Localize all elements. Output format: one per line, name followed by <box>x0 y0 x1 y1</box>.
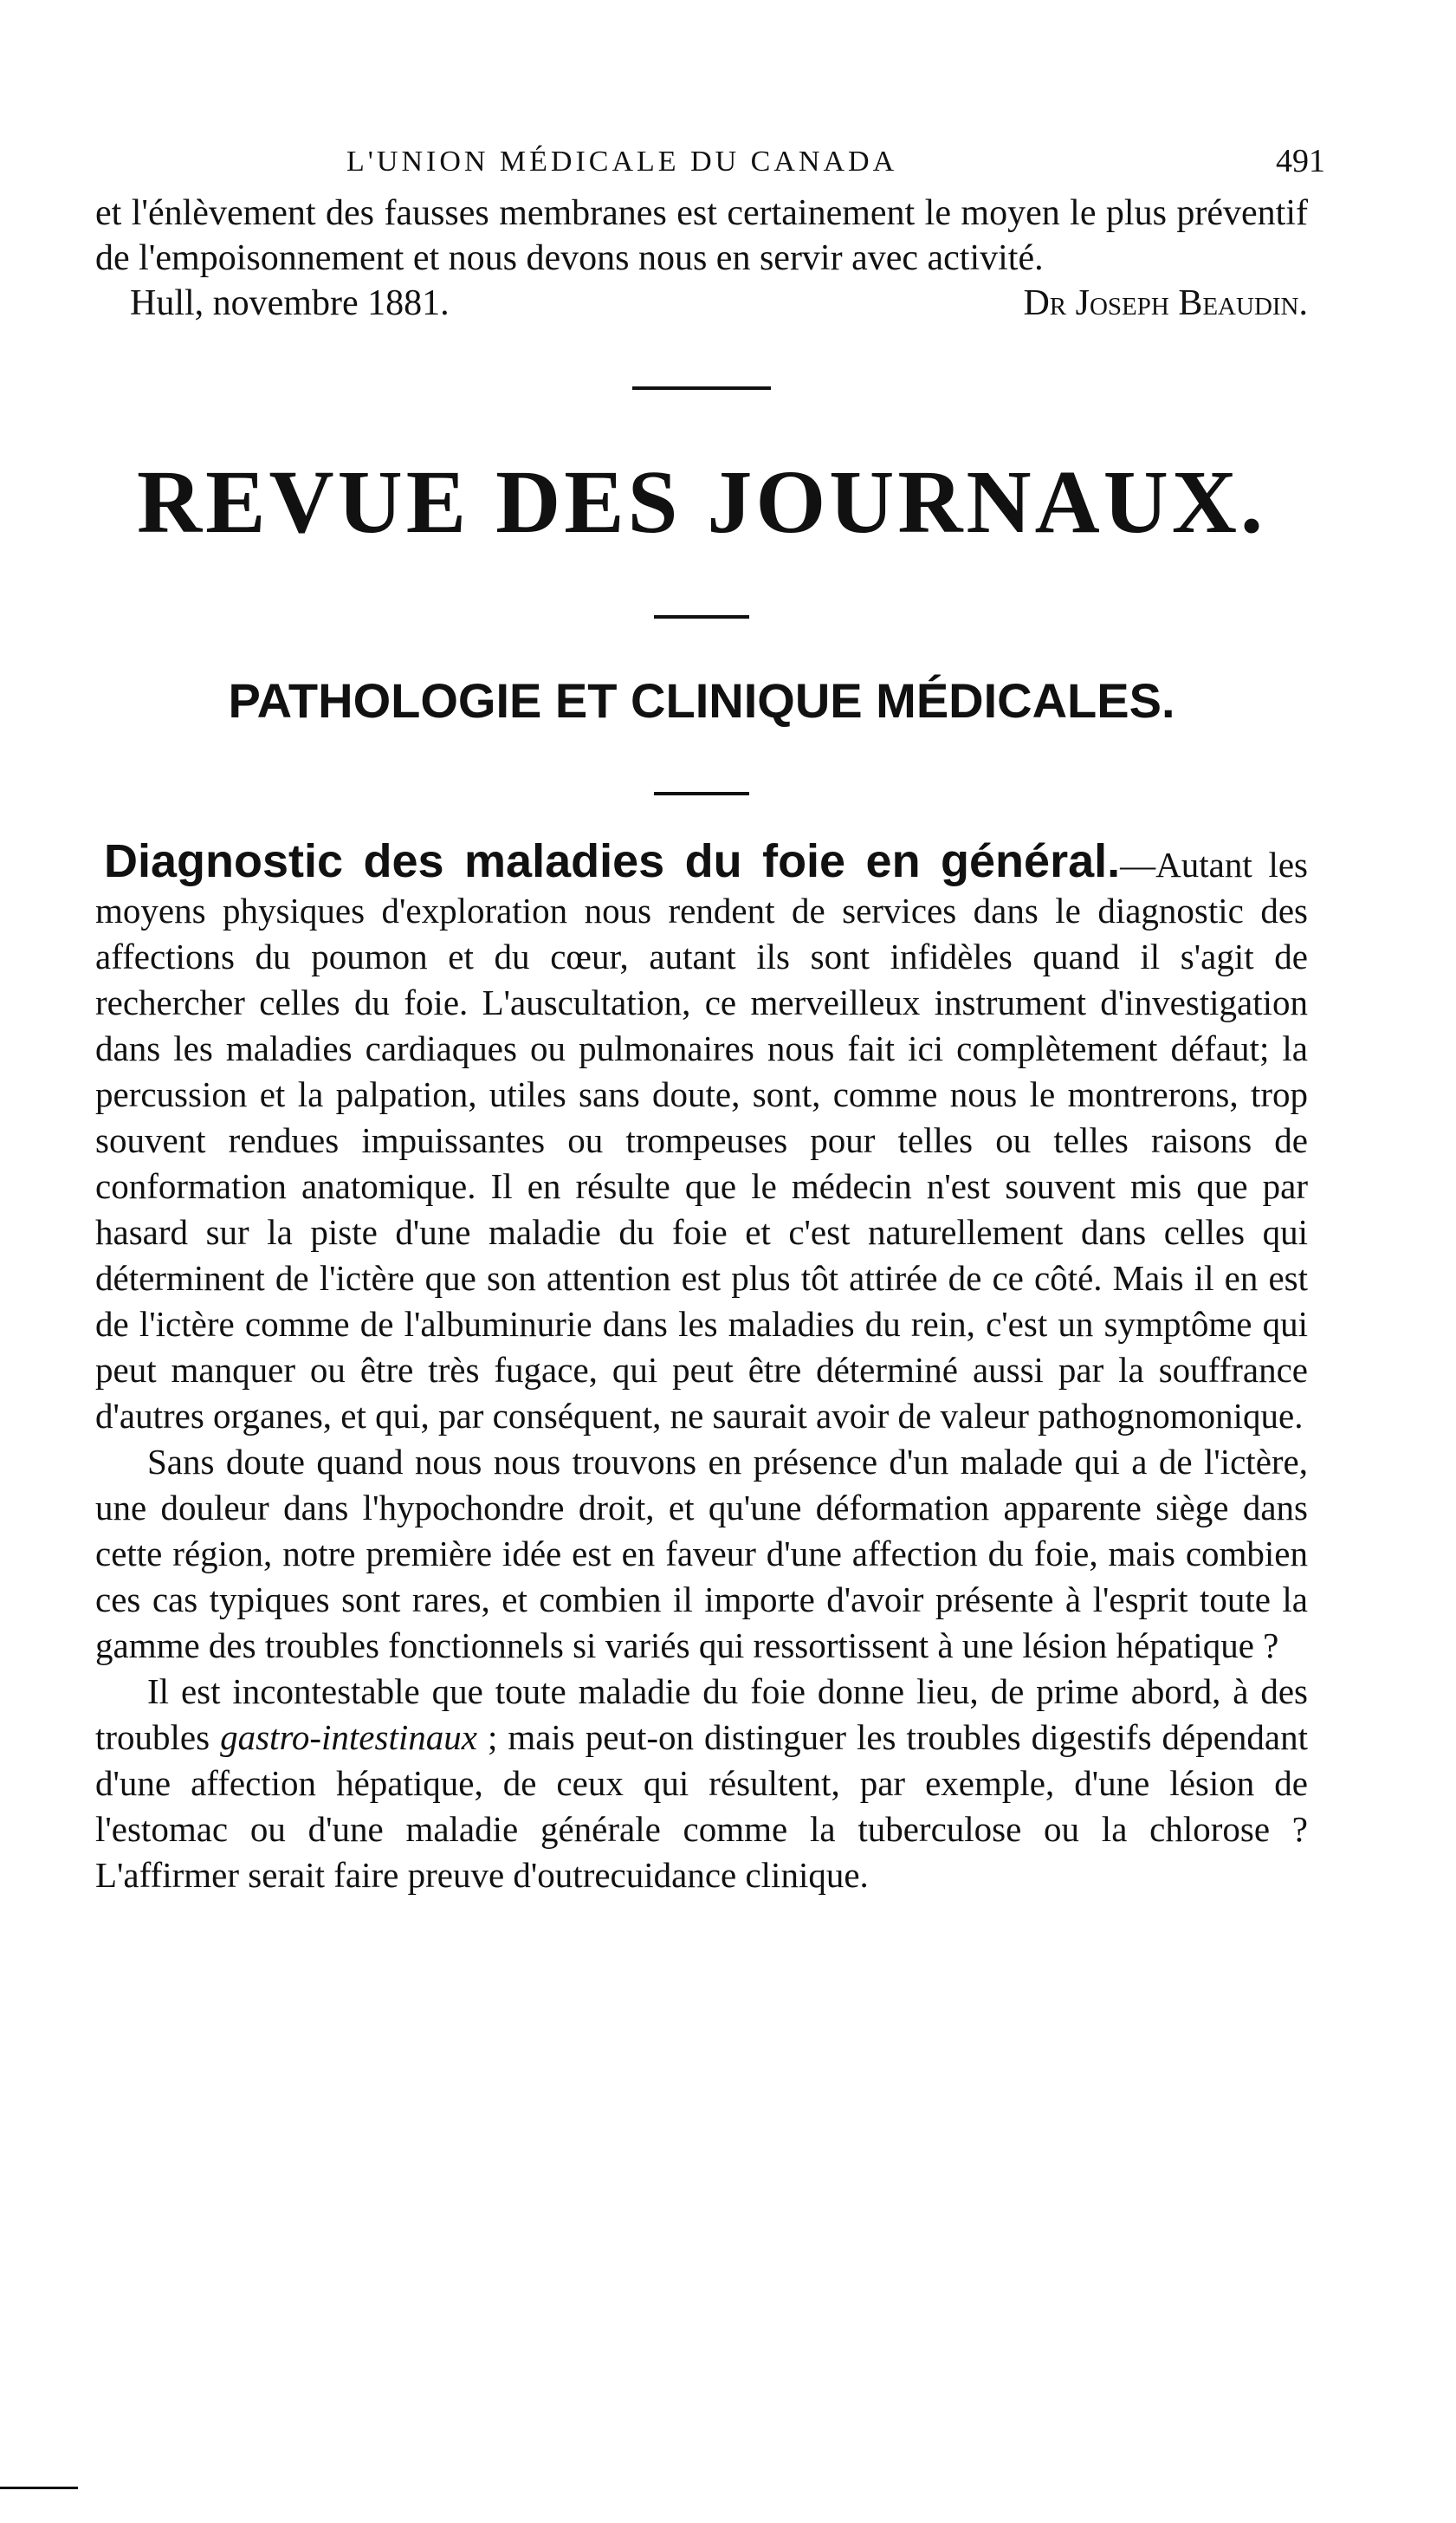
article-paragraph: Sans doute quand nous nous trouvons en présence d'un malade qui a de l'ictère, une douleur dans l'hypochondre droit, et qu'une déformation apparente siège dans cette région, notre première idée est en faveur d'une affection du foie, mais combien ces cas typiques sont rares, et combien il importe d'avoir présente à l'esprit toute la gamme des troubles fonctionnels si variés qui ressortissent à une lésion hépatique ? <box>95 1442 1308 1665</box>
page-number: 491 <box>1276 143 1325 179</box>
running-head <box>95 139 1325 191</box>
author-signature: Dr Joseph Beaudin. <box>1023 283 1308 323</box>
article-heading: Diagnostic des maladies du foie en général. <box>104 835 1121 887</box>
subsection-title: PATHOLOGIE ET CLINIQUE MÉDICALES. <box>228 673 1175 728</box>
footer-rule <box>0 2487 78 2489</box>
article-paragraph <box>95 835 1308 1439</box>
place-date: Hull, novembre 1881. <box>130 283 450 323</box>
previous-article-closing: et l'énlèvement des fausses membranes est certainement le moyen le plus préventif de l'empoisonnement et nous devons nous en servir avec activité. <box>95 193 1308 278</box>
article-text: —Autant les moyens physiques d'exploration nous rendent de services dans le diagnostic des affections du poumon et du cœur, autant ils sont infidèles quand il s'agit de rechercher celles du foie. L'auscultation, ce merveilleux instrument d'investigation dans les maladies cardiaques ou pulmonaires nous fait ici complètement défaut; la percussion et la palpation, utiles sans doute, sont, comme nous le montrerons, trop souvent rendues impuissantes ou trompeuses pour telles ou telles raisons de conformation anatomique. Il en résulte que le médecin n'est souvent mis que par hasard sur la piste d'une maladie du foie et c'est naturellement dans celles qui déterminent de l'ictère que son attention est plus tôt attirée de ce côté. Mais il en est de l'ictère comme de l'albuminurie dans les maladies du rein, c'est un symptôme qui peut manquer ou être très fugace, qui peut être déterminé aussi par la souffrance d'autres organes, et qui, par conséquent, ne saurait avoir de valeur pathognomonique. <box>95 845 1308 1436</box>
emphasis-text: gastro-intestinaux <box>220 1717 477 1757</box>
section-title: REVUE DES JOURNAUX. <box>137 452 1266 552</box>
divider-rule <box>632 386 771 390</box>
article-text: ; mais peut-on distinguer les troubles digestifs dépendant d'une affection hépatique, de ceux qui résultent, par exemple, d'une lésion de l'estomac ou d'une maladie générale comme la tuberculose ou la chlorose ? L'affirmer serait faire preuve d'outrecuidance clinique. <box>95 1717 1308 1895</box>
page <box>95 139 1325 1898</box>
running-title: L'UNION MÉDICALE DU CANADA <box>346 146 898 178</box>
article-text: Il est incontestable que toute maladie du foie donne lieu, de prime abord, à des troubles <box>95 1671 1308 1757</box>
article-paragraph <box>95 1669 1308 1898</box>
divider-rule <box>654 615 749 619</box>
signature-line <box>95 281 1308 326</box>
